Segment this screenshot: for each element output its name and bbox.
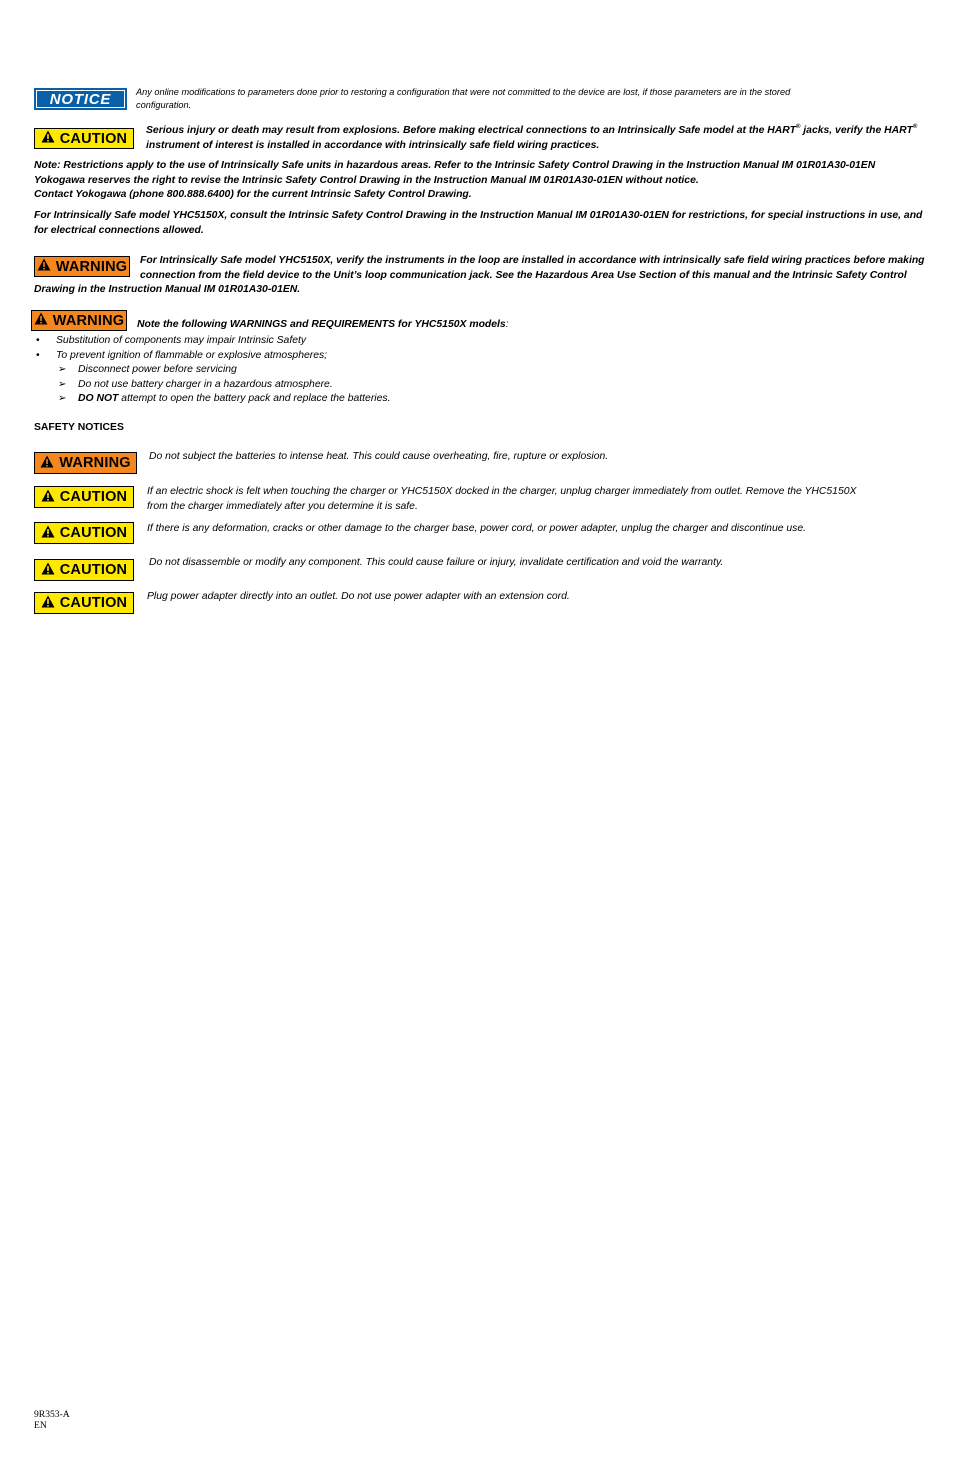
list-item: ➢ Do not use battery charger in a hazardous atmosphere. [58, 378, 333, 390]
caution-explosion-text: Serious injury or death may result from explosions. Before making electrical connections to an Intrinsically Safe model at the HART® jacks, verify the HART® instrument of interest is installed in accordance with intrinsically safe field wiring practices. [146, 124, 918, 151]
warning-loop-text: For Intrinsically Safe model YHC5150X, verify the instruments in the loop are installed in accordance with intrinsically safe field wiring practices before making connection from the field device to the Unit’s loop communication jack. See the Hazardous Area Use Section of this manual and the Intrinsic Safety Control [140, 255, 925, 281]
disassemble-text: Do not disassemble or modify any component. This could cause failure or injury, invalidate certification and void the warranty. [149, 557, 724, 568]
consult-drawing-note: For Intrinsically Safe model YHC5150X, consult the Intrinsic Safety Control Drawing in the Instruction Manual IM 01R01A30-01EN for restrictions, for special instructions in use, and for electrical connections allowed. [34, 210, 923, 236]
warning-label: WARNING [52, 312, 125, 329]
notice-text: Any online modifications to parameters done prior to restoring a configuration that were not committed to the device are lost, if those parameters are in the stored configuration. [136, 87, 791, 110]
requirements-sublist [58, 363, 878, 407]
list-item: • Substitution of components may impair Intrinsic Safety [36, 335, 307, 346]
warning-label: WARNING [59, 455, 131, 471]
warning-loop-text-cont: Drawing in the Instruction Manual IM 01R01A30-01EN. [34, 284, 301, 295]
warning-triangle-icon [41, 562, 55, 579]
warning-badge [34, 452, 137, 474]
caution-label: CAUTION [59, 595, 128, 611]
caution-badge [34, 522, 134, 544]
warning-triangle-icon [37, 258, 51, 275]
electric-shock-text: If an electric shock is felt when touching the charger or YHC5150X docked in the charger, unplug charger immediately from outlet. Remove the YHC5150X from the charger immediately after you determine it is safe. [147, 486, 857, 512]
warning-badge [31, 310, 127, 331]
deformation-text: If there is any deformation, cracks or other damage to the charger base, power cord, or power adapter, unplug the charger and discontinue use. [147, 523, 807, 534]
warning-triangle-icon [41, 595, 55, 612]
caution-label: CAUTION [59, 525, 128, 541]
caution-badge [34, 592, 134, 614]
safety-notices-heading: SAFETY NOTICES [34, 422, 124, 433]
battery-heat-text: Do not subject the batteries to intense heat. This could cause overheating, fire, rupture or explosion. [149, 451, 609, 462]
warning-triangle-icon [41, 525, 55, 542]
caution-label: CAUTION [59, 562, 128, 578]
warning-triangle-icon [41, 489, 55, 506]
list-item: • To prevent ignition of flammable or explosive atmospheres; [36, 349, 328, 361]
warning-badge [34, 256, 130, 277]
requirements-list [36, 334, 856, 363]
warning-triangle-icon [40, 455, 54, 472]
list-item: ➢ Disconnect power before servicing [58, 364, 237, 375]
caution-badge [34, 128, 134, 149]
caution-badge [34, 486, 134, 508]
warning-triangle-icon [41, 130, 55, 147]
notice-badge [34, 88, 127, 110]
warnings-requirements-heading: Note the following WARNINGS and REQUIREMENTS for YHC5150X models: [137, 319, 509, 330]
caution-label: CAUTION [59, 130, 128, 147]
caution-label: CAUTION [59, 489, 128, 505]
list-item: ➢ DO NOT attempt to open the battery pack and replace the batteries. [58, 393, 391, 405]
warning-label: WARNING [55, 258, 128, 275]
document-code: 9R353-A EN [34, 1409, 70, 1431]
caution-badge [34, 559, 134, 581]
notice-label: NOTICE [49, 90, 112, 108]
restrictions-note: Note: Restrictions apply to the use of Intrinsically Safe units in hazardous areas. Refer to the Intrinsic Safety Control Drawing in the Instruction Manual IM 01R01A30-01EN Yokogawa reserves the right to revise the Intrinsic Safety Control Drawing in the Instruction Manual IM 01R01A30-01EN without notice. Contact Yokogawa (phone 800.888.6400) for the current Intrinsic Safety Control Drawing. [34, 160, 876, 201]
warning-triangle-icon [34, 312, 48, 329]
power-adapter-text: Plug power adapter directly into an outlet. Do not use power adapter with an extension cord. [147, 591, 570, 602]
